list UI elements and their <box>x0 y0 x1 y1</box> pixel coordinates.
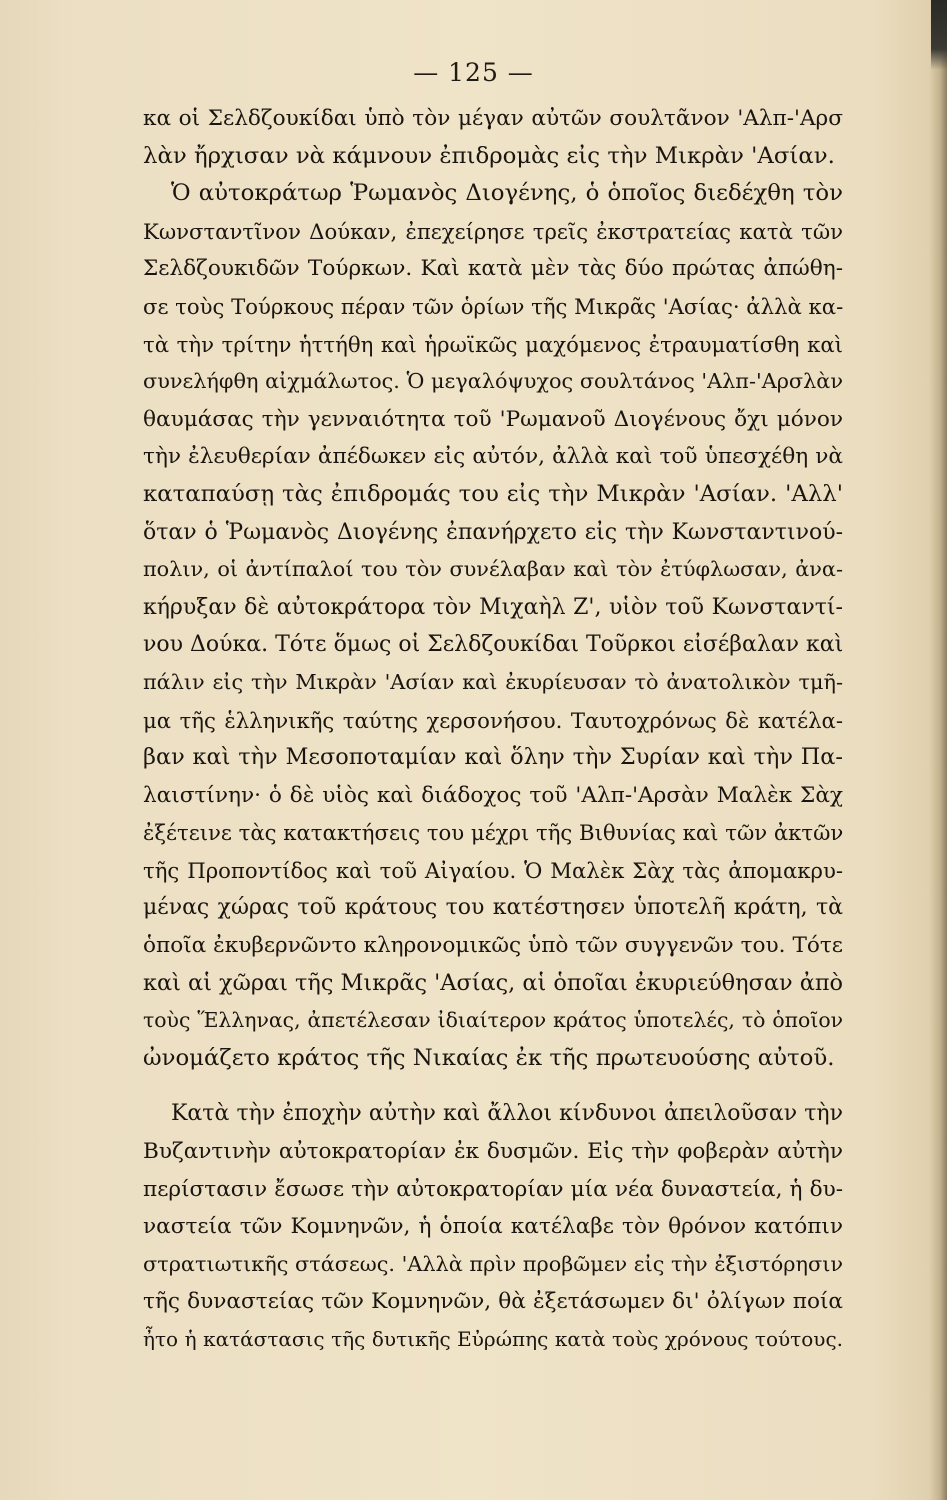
text-line: καὶ αἱ χῶραι τῆς Μικρᾶς 'Ασίας, αἱ ὁποῖαι ἐκυριεύθησαν ἀπὸ <box>143 969 844 996</box>
text-line: Βυζαντινὴν αὐτοκρατορίαν ἐκ δυσμῶν. Εἰς τὴν φοβερὰν αὐτὴν <box>143 1139 843 1165</box>
text-line: λὰν ἤρχισαν νὰ κάμνουν ἐπιδρομὰς εἰς τὴν Μικρὰν 'Ασίαν. <box>143 142 835 169</box>
text-line: ὠνομάζετο κράτος τῆς Νικαίας ἐκ τῆς πρωτευούσης αὐτοῦ. <box>143 1044 835 1071</box>
text-line: τὴν ἐλευθερίαν ἀπέδωκεν εἰς αὐτόν, ἀλλὰ καὶ τοῦ ὑπεσχέθη νὰ <box>143 444 843 470</box>
text-line: τῆς Προποντίδος καὶ τοῦ Αἰγαίου. Ὁ Μαλὲκ Σὰχ τὰς ἀπομακρυ- <box>143 857 843 883</box>
text-line: περίστασιν ἔσωσε τὴν αὐτοκρατορίαν μία νέα δυναστεία, ἡ δυ- <box>143 1176 843 1202</box>
text-line: ὅταν ὁ Ῥωμανὸς Διογένης ἐπανήρχετο εἰς τὴν Κωνσταντινού- <box>143 519 843 545</box>
text-line: τὰ τὴν τρίτην ἡττήθη καὶ ἡρωϊκῶς μαχόμενος ἐτραυματίσθη καὶ <box>143 331 843 357</box>
text-line: ὁποῖα ἐκυβερνῶντο κληρονομικῶς ὑπὸ τῶν συγγενῶν του. Τότε <box>143 933 843 959</box>
text-line: λαιστίνην· ὁ δὲ υἱὸς καὶ διάδοχος τοῦ 'Αλπ-'Αρσὰν Μαλὲκ Σὰχ <box>143 782 843 808</box>
text-line: καταπαύσῃ τὰς ἐπιδρομάς του εἰς τὴν Μικρὰν 'Ασίαν. 'Αλλ' <box>143 480 843 507</box>
text-line: Κατὰ τὴν ἐποχὴν αὐτὴν καὶ ἄλλοι κίνδυνοι ἀπειλοῦσαν τὴν <box>171 1101 843 1127</box>
text-line: θαυμάσας τὴν γενναιότητα τοῦ 'Ρωμανοῦ Διογένους ὄχι μόνον <box>143 406 843 432</box>
text-line: στρατιωτικῆς στάσεως. 'Αλλὰ πρὶν προβῶμεν εἰς τὴν ἐξιστόρησιν <box>143 1251 843 1276</box>
paragraph-gap <box>143 1077 843 1095</box>
text-line: πολιν, οἱ ἀντίπαλοί του τὸν συνέλαβαν καὶ τὸν ἐτύφλωσαν, ἀνα- <box>143 557 843 582</box>
text-line: μένας χώρας τοῦ κράτους του κατέστησεν ὑποτελῆ κράτη, τὰ <box>143 895 843 921</box>
text-line: ἐξέτεινε τὰς κατακτήσεις του μέχρι τῆς Βιθυνίας καὶ τῶν ἀκτῶν <box>143 820 844 846</box>
text-line: κα οἱ Σελδζουκίδαι ὑπὸ τὸν μέγαν αὐτῶν σουλτᾶνον 'Αλπ-'Αρσ <box>143 106 843 131</box>
text-line: ἦτο ἡ κατάστασις τῆς δυτικῆς Εὐρώπης κατὰ τοὺς χρόνους τούτους. <box>143 1327 843 1351</box>
paragraph-3 <box>143 1095 843 1358</box>
text-line: μα τῆς ἑλληνικῆς ταύτης χερσονήσου. Ταυτοχρόνως δὲ κατέλα- <box>143 707 843 733</box>
text-line: κήρυξαν δὲ αὐτοκράτορα τὸν Μιχαὴλ Ζ', υἱὸν τοῦ Κωνσταντί- <box>143 594 843 620</box>
paragraph-1 <box>143 100 843 175</box>
page-number: — 125 — <box>413 58 534 87</box>
page-body-text <box>143 100 843 1359</box>
text-line: βαν καὶ τὴν Μεσοποταμίαν καὶ ὅλην τὴν Συρίαν καὶ τὴν Πα- <box>143 744 843 771</box>
text-line: ναστεία τῶν Κομνηνῶν, ἡ ὁποία κατέλαβε τὸν θρόνον κατόπιν <box>143 1214 843 1240</box>
text-line: πάλιν εἰς τὴν Μικρὰν 'Ασίαν καὶ ἐκυρίευσαν τὸ ἀνατολικὸν τμῆ- <box>143 669 843 694</box>
text-line: Ὁ αὐτοκράτωρ Ῥωμανὸς Διογένης, ὁ ὁποῖος διεδέχθη τὸν <box>171 180 843 207</box>
text-line: Σελδζουκιδῶν Τούρκων. Καὶ κατὰ μὲν τὰς δύο πρώτας ἀπώθη- <box>143 256 843 282</box>
text-line: συνελήφθη αἰχμάλωτος. Ὁ μεγαλόψυχος σουλτάνος 'Αλπ-'Αρσλὰν <box>143 369 843 394</box>
text-line: τῆς δυναστείας τῶν Κομνηνῶν, θὰ ἐξετάσωμεν δι' ὀλίγων ποία <box>143 1289 843 1315</box>
text-line: Κωνσταντῖνον Δούκαν, ἐπεχείρησε τρεῖς ἐκστρατείας κατὰ τῶν <box>143 218 843 244</box>
text-line: νου Δούκα. Τότε ὅμως οἱ Σελδζουκίδαι Τοῦρκοι εἰσέβαλαν καὶ <box>143 632 844 658</box>
page-edge-shadow <box>929 0 947 1500</box>
text-line: τοὺς Ἕλληνας, ἀπετέλεσαν ἰδιαίτερον κράτος ὑποτελές, τὸ ὁποῖον <box>143 1008 843 1033</box>
paragraph-2 <box>143 175 843 1077</box>
text-line: σε τοὺς Τούρκους πέραν τῶν ὁρίων τῆς Μικρᾶς 'Ασίας· ἀλλὰ κα- <box>143 293 844 319</box>
